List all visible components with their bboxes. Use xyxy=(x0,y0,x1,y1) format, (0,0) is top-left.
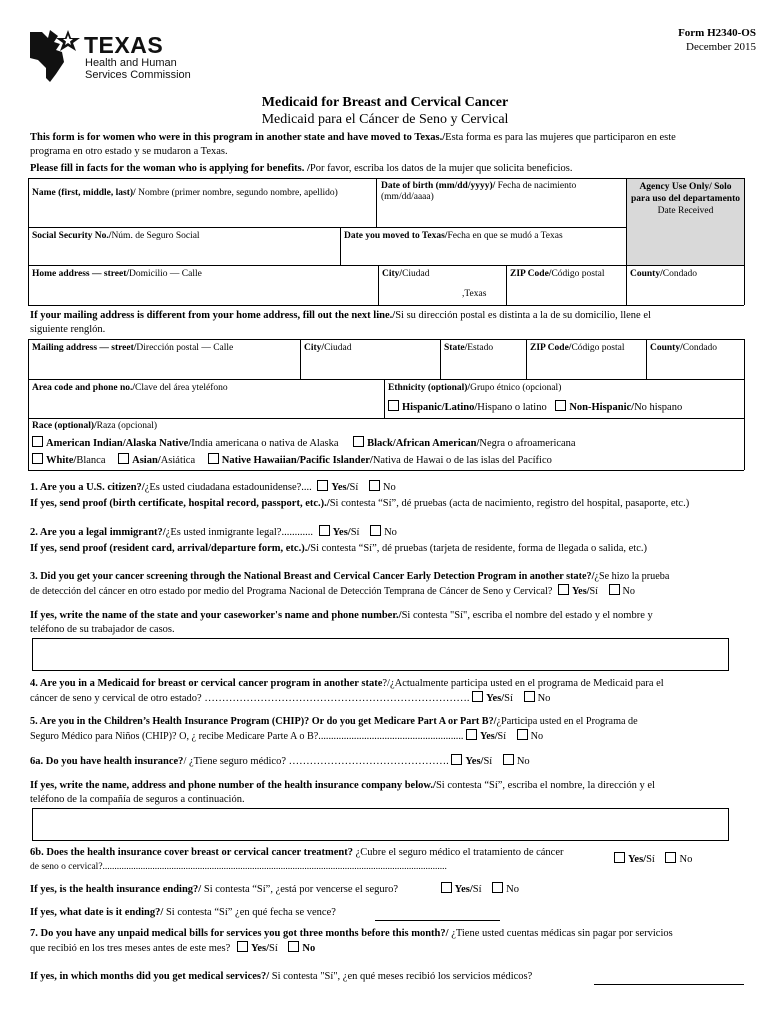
hisp-bold: Hispanic/Latino/ xyxy=(402,402,478,413)
q4-yes-bold: Yes/ xyxy=(486,693,505,704)
agency-line3: Date Received xyxy=(657,206,714,216)
hisp-rest: Hispano o latino xyxy=(477,402,547,413)
black-bold: Black/African American/ xyxy=(367,438,480,449)
q5-no-checkbox[interactable] xyxy=(517,729,528,740)
black-rest: Negra o afroamericana xyxy=(479,438,576,449)
question-6a-followup xyxy=(30,779,655,793)
question-2-proof xyxy=(30,542,647,556)
q6a-insurance-textbox[interactable] xyxy=(32,808,729,841)
mail-state-bold: State/ xyxy=(444,343,468,353)
q2b-bold: If yes, send proof (resident card, arrival/departure form, etc.)./ xyxy=(30,543,311,554)
asian-option[interactable] xyxy=(118,455,195,466)
q4-no-label: No xyxy=(537,693,551,704)
intro-line3-rest: Por favor, escriba los datos de la mujer que solicita beneficios. xyxy=(309,163,573,174)
q7b-rest: Si contesta "Sí", ¿en qué meses recibió los servicios médicos? xyxy=(269,971,533,982)
q2b-rest: Si contesta “Sí”, dé pruebas (tarjeta de residente, forma de llegada o salida, etc.) xyxy=(310,543,647,554)
question-5-line2 xyxy=(30,729,543,744)
q6a-yes-rest: Sí xyxy=(483,756,493,767)
q6b-no-checkbox[interactable] xyxy=(665,852,676,863)
q7-no-checkbox[interactable] xyxy=(288,941,299,952)
page-title-spanish: Medicaid para el Cáncer de Seno y Cervical xyxy=(261,112,509,127)
q4-rest2: cáncer de seno y cervical de otro estado? …………………………………………………………………. xyxy=(30,693,470,704)
eth-label-rest: Grupo étnico (opcional) xyxy=(470,383,562,393)
phone-field[interactable] xyxy=(32,383,228,394)
question-2 xyxy=(30,525,397,540)
race-label-bold: Race (optional)/ xyxy=(32,421,97,431)
q5-yes-bold: Yes/ xyxy=(480,731,498,742)
race-label xyxy=(32,421,157,432)
moved-date-field[interactable] xyxy=(344,231,563,242)
mail-county-rest: Condado xyxy=(682,343,718,353)
nonhisp-bold: Non-Hispanic/ xyxy=(569,402,635,413)
white-rest: Blanca xyxy=(76,455,106,466)
phone-label-rest: Clave del área yteléfono xyxy=(135,383,228,393)
ssn-label-rest: Núm. de Seguro Social xyxy=(111,231,200,241)
q1-yes-bold: Yes/ xyxy=(331,482,350,493)
ssn-field[interactable] xyxy=(32,231,200,242)
white-checkbox[interactable] xyxy=(32,453,43,464)
q6b-yes-bold: Yes/ xyxy=(628,854,647,865)
q2-yes-rest: Sí xyxy=(350,527,360,538)
nonhisp-rest: No hispano xyxy=(634,402,683,413)
name-label-rest: Nombre (primer nombre, segundo nombre, apellido) xyxy=(135,188,338,198)
q6c-no-checkbox[interactable] xyxy=(492,882,503,893)
mail-city-field[interactable] xyxy=(304,343,352,354)
q1b-bold: If yes, send proof (birth certificate, hospital record, passport, etc.)./ xyxy=(30,498,330,509)
q3-yes-rest: Sí xyxy=(589,586,598,597)
race-row2 xyxy=(32,453,552,468)
american-indian-checkbox[interactable] xyxy=(32,436,43,447)
nh-rest: Nativa de Hawai o de las islas del Pacífico xyxy=(372,455,552,466)
q6d-date-line[interactable] xyxy=(375,920,500,921)
intro-line3-bold: Please fill in facts for the woman who is applying for benefits. / xyxy=(30,163,310,174)
texas-star-logo-icon xyxy=(28,28,86,86)
q5-yes-rest: Sí xyxy=(497,731,507,742)
mailing-address-field[interactable] xyxy=(32,343,233,354)
race-row1 xyxy=(32,436,576,451)
dob-label-bold: Date of birth (mm/dd/yyyy)/ xyxy=(381,181,496,191)
ethnicity-options xyxy=(388,400,682,415)
name-field[interactable] xyxy=(32,188,372,199)
q6a-yes-checkbox[interactable] xyxy=(451,754,462,765)
q5-rest2: Seguro Médico para Niños (CHIP)? O, ¿ recibe Medicare Parte A o B?......................................................... xyxy=(30,731,464,742)
question-6a-followup-line2: teléfono de la compañía de seguros a continuación. xyxy=(30,794,245,805)
intro-line1-rest: Esta forma es para las mujeres que participaron en este xyxy=(445,132,676,143)
q3-yes-bold: Yes/ xyxy=(571,586,590,597)
q3b-bold: If yes, write the name of the state and your caseworker's name and phone number./ xyxy=(30,610,402,621)
city-label-bold: City/ xyxy=(382,269,403,279)
q6a-no-label: No xyxy=(516,756,530,767)
zip-field[interactable] xyxy=(510,269,604,280)
q6b-rest1: ¿Cubre el seguro médico el tratamiento de cáncer xyxy=(353,847,564,858)
mail-county-field[interactable] xyxy=(650,343,717,354)
q7-yes-rest: Sí xyxy=(269,943,278,954)
q6b-no-label: No xyxy=(679,854,693,865)
question-6b xyxy=(30,846,564,860)
q5-bold: 5. Are you in the Children’s Health Insurance Program (CHIP)? Or do you get Medicare Part A or Part B?/ xyxy=(30,716,497,727)
phone-label-bold: Area code and phone no./ xyxy=(32,383,136,393)
q6d-bold: If yes, what date is it ending?/ xyxy=(30,907,164,918)
intro-line1-bold: This form is for women who were in this program in another state and have moved to Texas./ xyxy=(30,132,446,143)
question-6b-line2: de seno o cervical?................................................................................................................................................. xyxy=(30,862,447,872)
q7-bold: 7. Do you have any unpaid medical bills for services you got three months before this month?/ xyxy=(30,928,449,939)
form-number: Form H2340-OS xyxy=(678,27,756,39)
q7-no-label: No xyxy=(302,943,316,954)
q6d-rest: Si contesta “Sí” ¿en qué fecha se vence? xyxy=(163,907,336,918)
q5-rest1: ¿Participa usted en el Programa de xyxy=(496,716,638,727)
q6b-bold: 6b. Does the health insurance cover breast or cervical cancer treatment? xyxy=(30,847,353,858)
q6a-yes-bold: Yes/ xyxy=(465,756,484,767)
q2-yes-bold: Yes/ xyxy=(332,527,351,538)
mail-county-bold: County/ xyxy=(650,343,683,353)
mail-city-rest: Ciudad xyxy=(324,343,352,353)
q3-no-label: No xyxy=(622,586,635,597)
q3-caseworker-textbox[interactable] xyxy=(32,638,729,671)
q2-no-checkbox[interactable] xyxy=(370,525,381,536)
q2-yes-checkbox[interactable] xyxy=(319,525,330,536)
non-hispanic-option[interactable] xyxy=(555,402,682,413)
city-label-rest: Ciudad xyxy=(402,269,430,279)
question-5 xyxy=(30,715,638,729)
q7b-bold: If yes, in which months did you get medical services?/ xyxy=(30,971,270,982)
ai-bold: American Indian/Alaska Native/ xyxy=(46,438,192,449)
mailing-note-line1 xyxy=(30,309,651,323)
mail-state-field[interactable] xyxy=(444,343,493,354)
nh-bold: Native Hawaiian/Pacific Islander/ xyxy=(221,455,373,466)
hispanic-checkbox[interactable] xyxy=(388,400,399,411)
q2-rest: ¿Es usted inmigrante legal?............ xyxy=(165,527,313,538)
logo-line2: Services Commission xyxy=(85,69,191,81)
question-3 xyxy=(30,570,745,584)
moved-label-rest: Fecha en que se mudó a Texas xyxy=(447,231,563,241)
form-date: December 2015 xyxy=(686,41,756,53)
american-indian-option[interactable] xyxy=(32,438,339,449)
dob-field[interactable] xyxy=(381,181,621,203)
mail-zip-bold: ZIP Code/ xyxy=(530,343,572,353)
logo-line1: Health and Human xyxy=(85,57,177,69)
q2-no-label: No xyxy=(384,527,397,538)
question-1 xyxy=(30,480,396,495)
asian-rest: Asiática xyxy=(160,455,196,466)
mailing-note-bold: If your mailing address is different from your home address, fill out the next line./ xyxy=(30,310,396,321)
asian-bold: Asian/ xyxy=(132,455,161,466)
q6c-yes-bold: Yes/ xyxy=(454,884,473,895)
city-field[interactable] xyxy=(382,269,430,280)
question-3-line2 xyxy=(30,584,635,599)
agency-line2: para uso del departamento xyxy=(631,194,740,204)
q7-rest1: ¿Tiene usted cuentas médicas sin pagar por servicios xyxy=(448,928,673,939)
page-title: Medicaid for Breast and Cervical Cancer xyxy=(261,95,509,110)
question-4 xyxy=(30,677,664,691)
q4-bold: 4. Are you in a Medicaid for breast or cervical cancer program in another state xyxy=(30,678,383,689)
white-bold: White/ xyxy=(46,455,77,466)
mail-label-bold: Mailing address — street/ xyxy=(32,343,137,353)
intro-line1 xyxy=(30,131,676,145)
q3-no-checkbox[interactable] xyxy=(609,584,620,595)
q4-yes-checkbox[interactable] xyxy=(472,691,483,702)
q1-yes-checkbox[interactable] xyxy=(317,480,328,491)
q1-no-checkbox[interactable] xyxy=(369,480,380,491)
q6c-yes-checkbox[interactable] xyxy=(441,882,452,893)
mail-city-bold: City/ xyxy=(304,343,325,353)
q5-no-label: No xyxy=(530,731,544,742)
question-3-followup-line2: teléfono de su trabajador de casos. xyxy=(30,624,175,635)
question-1-proof xyxy=(30,497,689,511)
question-7-followup xyxy=(30,970,532,984)
question-3-followup xyxy=(30,609,653,623)
logo-subtitle xyxy=(85,57,191,81)
q6ab-bold: If yes, write the name, address and phone number of the health insurance company below./ xyxy=(30,780,436,791)
q7-yes-bold: Yes/ xyxy=(250,943,270,954)
white-option[interactable] xyxy=(32,455,106,466)
question-6a xyxy=(30,754,530,769)
q6a-no-checkbox[interactable] xyxy=(503,754,514,765)
asian-checkbox[interactable] xyxy=(118,453,129,464)
q5-yes-checkbox[interactable] xyxy=(466,729,477,740)
q3-rest2: de detección del cáncer en otro estado por medio del Programa Nacional de Detección Temprana de Cáncer de Seno y Cervical? xyxy=(30,586,553,597)
q1-bold: 1. Are you a U.S. citizen?/ xyxy=(30,482,145,493)
q3-bold: 3. Did you get your cancer screening through the National Breast and Cervical Cancer Early Detection Program in another state?/ xyxy=(30,571,595,582)
zip-label-rest: Código postal xyxy=(551,269,605,279)
mailing-note-line2: siguiente renglón. xyxy=(30,324,106,335)
native-hawaiian-checkbox[interactable] xyxy=(208,453,219,464)
q4-rest1: ?/¿Actualmente participa usted en el programa de Medicaid para el xyxy=(382,678,664,689)
eth-label-bold: Ethnicity (optional)/ xyxy=(388,383,471,393)
native-hawaiian-option[interactable] xyxy=(208,455,552,466)
q1-rest: ¿Es usted ciudadana estadounidense?.... xyxy=(144,482,312,493)
q1b-rest: Si contesta “Sí”, dé pruebas (acta de nacimiento, registro del hospital, pasaporte, etc.) xyxy=(329,498,690,509)
q6c-rest: Si contesta “Sí”, ¿está por vencerse el seguro? xyxy=(201,884,399,895)
dob-label-rest: Fecha de nacimiento (mm/dd/aaaa) xyxy=(381,181,577,202)
q6a-rest: / ¿Tiene seguro médico? ………………………………………. xyxy=(183,756,449,767)
question-6c xyxy=(30,882,519,897)
ethnicity-label xyxy=(388,383,561,394)
q6a-bold: 6a. Do you have health insurance? xyxy=(30,756,184,767)
mail-state-rest: Estado xyxy=(467,343,494,353)
q3-yes-checkbox[interactable] xyxy=(558,584,569,595)
q1-yes-rest: Sí xyxy=(349,482,359,493)
hispanic-option[interactable] xyxy=(388,402,547,413)
q6c-yes-rest: Sí xyxy=(472,884,482,895)
q3-rest1: ¿Se hizo la prueba xyxy=(594,571,670,582)
county-field[interactable] xyxy=(630,269,697,280)
question-7-line2 xyxy=(30,941,315,956)
q6ab-rest1: Si contesta “Sí”, escriba el nombre, la dirección y el xyxy=(435,780,655,791)
mail-zip-rest: Código postal xyxy=(571,343,625,353)
q6b-yes-rest: Sí xyxy=(646,854,655,865)
q1-no-label: No xyxy=(382,482,396,493)
q3b-rest1: Si contesta "Sí", escriba el nombre del estado y el nombre y xyxy=(401,610,653,621)
q4-no-checkbox[interactable] xyxy=(524,691,535,702)
race-label-rest: Raza (opcional) xyxy=(96,421,158,431)
home-address-field[interactable] xyxy=(32,269,202,280)
intro-line2: programa en otro estado y se mudaron a Texas. xyxy=(30,146,228,157)
form-number-block xyxy=(678,26,756,54)
q6b-options xyxy=(614,852,692,867)
q7-rest2: que recibió en los tres meses antes de este mes? xyxy=(30,943,231,954)
county-label-rest: Condado xyxy=(662,269,698,279)
moved-label-bold: Date you moved to Texas/ xyxy=(344,231,448,241)
city-texas-suffix: ,Texas xyxy=(462,289,487,299)
q7-yes-checkbox[interactable] xyxy=(237,941,248,952)
home-label-rest: Domicilio — Calle xyxy=(129,269,202,279)
ssn-label-bold: Social Security No./ xyxy=(32,231,112,241)
black-checkbox[interactable] xyxy=(353,436,364,447)
q2-bold: 2. Are you a legal immigrant?/ xyxy=(30,527,166,538)
agency-line1: Agency Use Only/ Solo xyxy=(639,182,732,192)
agency-use-box xyxy=(626,178,745,266)
mail-label-rest: Dirección postal — Calle xyxy=(136,343,234,353)
question-4-line2 xyxy=(30,691,550,706)
logo-texas-text: TEXAS xyxy=(84,32,164,58)
non-hispanic-checkbox[interactable] xyxy=(555,400,566,411)
q6c-no-label: No xyxy=(506,884,519,895)
zip-label-bold: ZIP Code/ xyxy=(510,269,552,279)
county-label-bold: County/ xyxy=(630,269,663,279)
q6b-yes-checkbox[interactable] xyxy=(614,852,625,863)
mail-zip-field[interactable] xyxy=(530,343,624,354)
mailing-note-rest: Si su dirección postal es distinta a la de su domicilio, llene el xyxy=(395,310,651,321)
question-7 xyxy=(30,927,673,941)
ai-rest: India americana o nativa de Alaska xyxy=(191,438,339,449)
q6c-bold: If yes, is the health insurance ending?/ xyxy=(30,884,202,895)
q4-yes-rest: Sí xyxy=(504,693,513,704)
q7b-months-line[interactable] xyxy=(594,984,744,985)
question-6d xyxy=(30,906,336,920)
black-option[interactable] xyxy=(353,438,575,449)
home-label-bold: Home address — street/ xyxy=(32,269,130,279)
name-label-bold: Name (first, middle, last)/ xyxy=(32,188,136,198)
intro-line3 xyxy=(30,162,573,176)
